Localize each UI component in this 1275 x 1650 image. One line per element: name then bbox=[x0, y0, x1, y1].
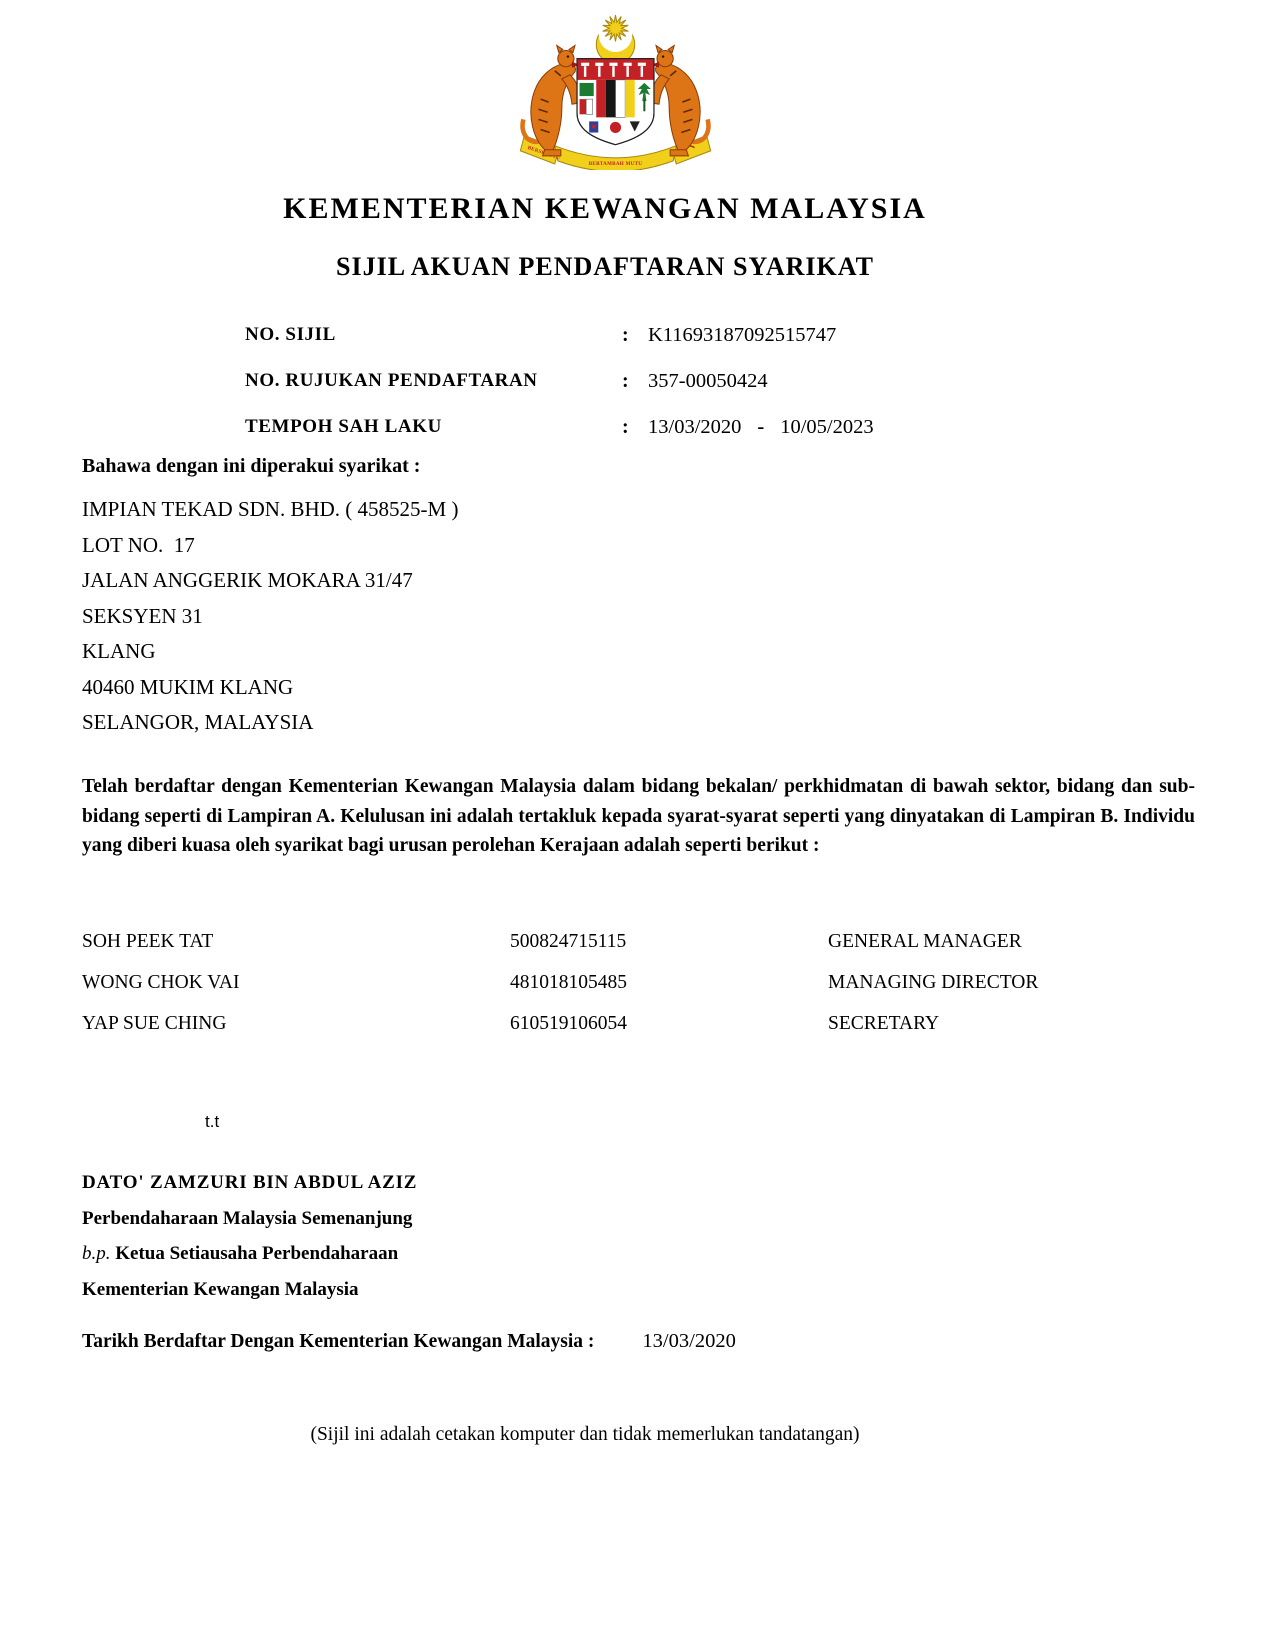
registration-paragraph: Telah berdaftar dengan Kementerian Kewangan Malaysia dalam bidang bekalan/ perkhidmatan di bawah sektor, bidang dan sub-bidang seperti di Lampiran A. Kelulusan ini adalah tertakluk kepada syarat-syarat seperti yang dinyatakan di Lampiran B. Individu yang diberi kuasa oleh syarikat bagi urusan perolehan Kerajaan adalah seperti berikut : bbox=[82, 776, 1195, 856]
malaysia-coat-of-arms-icon bbox=[513, 8, 718, 170]
signature-tt-mark: t.t bbox=[205, 1112, 220, 1131]
person-role: GENERAL MANAGER bbox=[828, 930, 1022, 952]
person-name: WONG CHOK VAI bbox=[82, 971, 240, 993]
person-role: MANAGING DIRECTOR bbox=[828, 971, 1039, 993]
company-block bbox=[82, 492, 458, 741]
registration-date-value: 13/03/2020 bbox=[642, 1330, 736, 1352]
registration-date-label: Tarikh Berdaftar Dengan Kementerian Kewangan Malaysia : bbox=[82, 1330, 595, 1352]
company-address-line: JALAN ANGGERIK MOKARA 31/47 bbox=[82, 568, 413, 592]
signatory-name: DATO' ZAMZURI BIN ABDUL AZIZ bbox=[82, 1172, 418, 1193]
no-sijil-label: NO. SIJIL bbox=[245, 324, 336, 345]
company-address-line: SEKSYEN 31 bbox=[82, 603, 203, 628]
bp-prefix: b.p. bbox=[82, 1243, 111, 1264]
signatory-org: Perbendaharaan Malaysia Semenanjung bbox=[82, 1207, 413, 1229]
table-row bbox=[82, 921, 1195, 962]
person-id: 481018105485 bbox=[510, 971, 627, 993]
valid-from-date: 13/03/2020 bbox=[648, 415, 742, 438]
person-name: SOH PEEK TAT bbox=[82, 930, 214, 952]
table-row bbox=[82, 962, 1195, 1003]
signatory-ministry: Kementerian Kewangan Malaysia bbox=[82, 1278, 359, 1300]
no-sijil-value: K11693187092515747 bbox=[648, 323, 837, 346]
no-rujukan-label: NO. RUJUKAN PENDAFTARAN bbox=[245, 370, 538, 391]
field-row-no-rujukan bbox=[245, 358, 1005, 404]
signatory-bp-line bbox=[82, 1236, 417, 1272]
no-rujukan-value: 357-00050424 bbox=[648, 369, 768, 392]
tempoh-colon: : bbox=[622, 415, 629, 438]
certificate-fields bbox=[245, 312, 1005, 450]
company-intro-line: Bahawa dengan ini diperakui syarikat : bbox=[82, 455, 421, 477]
tiger-supporter-right-icon bbox=[652, 45, 709, 155]
company-address-line: KLANG bbox=[82, 639, 156, 663]
person-name: YAP SUE CHING bbox=[82, 1012, 227, 1034]
ministry-title: KEMENTERIAN KEWANGAN MALAYSIA bbox=[283, 192, 927, 225]
authorized-persons-table bbox=[82, 921, 1195, 1044]
field-row-no-sijil bbox=[245, 312, 1005, 358]
field-row-tempoh bbox=[245, 404, 1005, 450]
company-address-line: 40460 MUKIM KLANG bbox=[82, 674, 294, 699]
tiger-supporter-left-icon bbox=[523, 45, 580, 155]
person-id: 500824715115 bbox=[510, 930, 627, 952]
no-rujukan-colon: : bbox=[622, 369, 629, 392]
bp-text: Ketua Setiausaha Perbendaharaan bbox=[110, 1243, 399, 1264]
company-address-line: SELANGOR, MALAYSIA bbox=[82, 710, 314, 734]
crescent-star-icon bbox=[596, 15, 634, 64]
signature-block bbox=[82, 1165, 417, 1307]
person-role: SECRETARY bbox=[828, 1012, 940, 1034]
shield-icon bbox=[577, 59, 654, 145]
company-address-line: LOT NO. 17 bbox=[82, 532, 195, 557]
tempoh-label: TEMPOH SAH LAKU bbox=[245, 416, 442, 437]
date-range-separator: - bbox=[757, 415, 765, 438]
svg-text:BERTAMBAH MUTU: BERTAMBAH MUTU bbox=[588, 160, 643, 167]
certificate-title: SIJIL AKUAN PENDAFTARAN SYARIKAT bbox=[336, 252, 874, 281]
valid-to-date: 10/05/2023 bbox=[780, 415, 874, 438]
tempoh-value bbox=[648, 416, 874, 439]
company-name: IMPIAN TEKAD SDN. BHD. ( 458525-M ) bbox=[82, 497, 459, 521]
person-id: 610519106054 bbox=[510, 1012, 627, 1034]
footer-note: (Sijil ini adalah cetakan komputer dan tidak memerlukan tandatangan) bbox=[310, 1424, 860, 1445]
registration-date-row bbox=[82, 1330, 736, 1353]
table-row bbox=[82, 1003, 1195, 1044]
no-sijil-colon: : bbox=[622, 323, 629, 346]
